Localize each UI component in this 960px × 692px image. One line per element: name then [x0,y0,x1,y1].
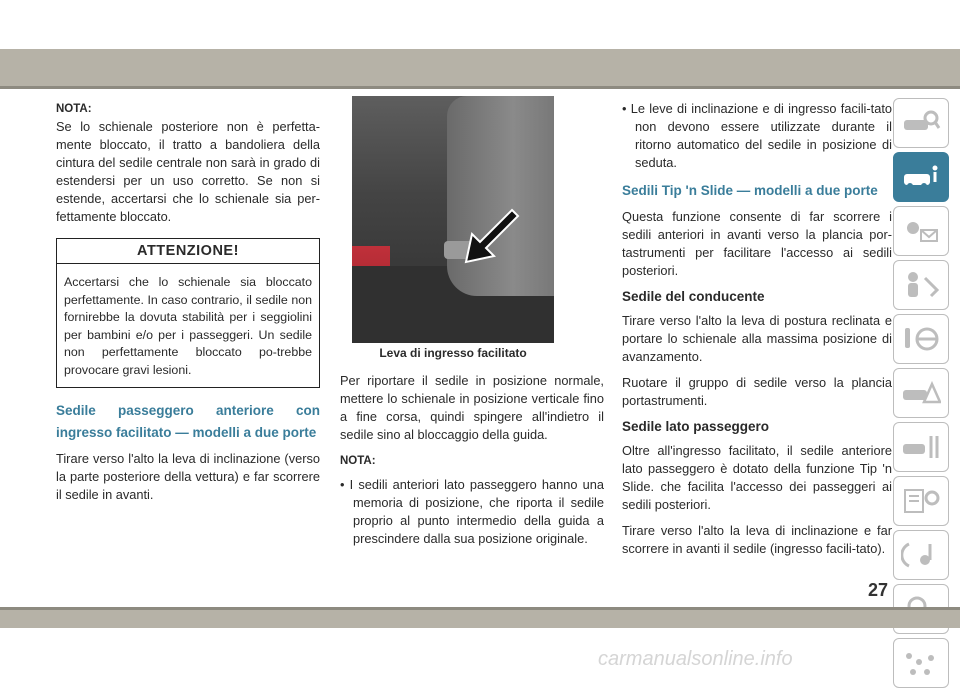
index-letters-icon [901,648,941,678]
watermark: carmanualsonline.info [598,648,793,670]
car-tools-icon [901,432,941,462]
passenger-heading: Sedile lato passeggero [622,419,770,434]
section-heading-easy-entry: Sedile passeggero anteriore con ingresso facilitato — modelli a due porte [56,403,320,440]
section-text-easy-entry: Tirare verso l'alto la leva di inclinazione (verso la parte posteriore della vettura) e far scorrere il sedile in avanti. [56,451,320,502]
warning-box [56,238,320,388]
tab-airbag-person[interactable] [893,260,949,310]
right-column [622,100,892,566]
tab-steering-wheel[interactable] [893,314,949,364]
tab-car-info[interactable] [893,152,949,202]
driver-text-1: Tirare verso l'alto la leva di postura reclinata e portare lo schienale alla massima posizione di avanzamento. [622,313,892,364]
car-search-icon [901,108,941,138]
page-number: 27 [868,580,889,600]
nota-text: Se lo schienale posteriore non è perfetta-mente bloccato, il tratto a bandoliera della cintura del sedile centrale non sarà in grado di estendersi per un uso corretto. Se non si estende, accertarsi che lo schienale sia per-fettamente bloccato. [56,119,320,224]
page-top-margin [0,0,960,49]
pointer-arrow-icon [460,206,520,266]
bullet-memory: • I sedili anteriori lato passeggero hanno una memoria di posizione, che riporta il sedile proprio al punto intermedio della guida a prescindere dalla sua posizione originale. [340,477,604,546]
tab-warning-lights[interactable] [893,206,949,256]
tab-specs-list[interactable] [893,476,949,526]
return-seat-text: Per riportare il sedile in posizione normale, mettere lo schienale in posizione verticale fino a fine corsa, quindi spingere all'indietro il sedile sino al bloccaggio della guida. [340,373,604,442]
warning-title: ATTENZIONE! [57,239,319,264]
section-heading-tip-slide: Sedili Tip 'n Slide — modelli a due porte [622,183,878,198]
multimedia-icon [901,540,941,570]
left-column [56,100,320,512]
middle-column [340,372,604,556]
warning-text: Accertarsi che lo schienale sia bloccato perfettamente. In caso contrario, il sedile non fornirebbe la dovuta stabilità per i seggiolini per bambini e/o per i passeggeri. Un sedile non perfettamente bloccato po-trebbe provocare gravi lesioni. [64,275,312,377]
passenger-text-1: Oltre all'ingresso facilitato, il sedile anteriore lato passeggero è dotato della funzione Tip 'n Slide. che facilita l'accesso dei passeggeri ai sedili posteriori. [622,443,892,512]
seat-lever-photo [352,96,554,343]
car-info-icon [901,162,941,192]
tab-car-warning[interactable] [893,368,949,418]
passenger-text-2: Tirare verso l'alto la leva di inclinazione e far scorrere in avanti il sedile (ingresso facili-tato). [622,523,892,556]
footer-band [0,610,960,628]
chapter-sidebar [893,98,951,692]
driver-text-2: Ruotare il gruppo di sedile verso la plancia portastrumenti. [622,375,892,408]
nota-label: NOTA: [56,103,92,115]
specs-list-icon [901,486,941,516]
car-warning-icon [901,378,941,408]
airbag-person-icon [901,270,941,300]
bullet-levers: • Le leve di inclinazione e di ingresso facili-tato non devono essere utilizzate durante il ritorno automatico del sedile in posizione di seduta. [622,101,892,170]
tab-car-search[interactable] [893,98,949,148]
tab-car-tools[interactable] [893,422,949,472]
seat-back-shape [447,96,554,296]
figure-caption: Leva di ingresso facilitato [379,346,527,360]
tab-index-letters[interactable] [893,638,949,688]
nota-label-2: NOTA: [340,455,376,467]
driver-heading: Sedile del conducente [622,289,765,304]
tab-multimedia[interactable] [893,530,949,580]
steering-wheel-icon [901,324,941,354]
warning-lights-icon [901,216,941,246]
header-band [0,49,960,89]
section-text-tip-slide: Questa funzione consente di far scorrere i sedili anteriori in avanti verso la plancia por-tastrumenti per facilitare l'accesso ai sedili posteriori. [622,209,892,278]
header-rule [0,86,960,89]
